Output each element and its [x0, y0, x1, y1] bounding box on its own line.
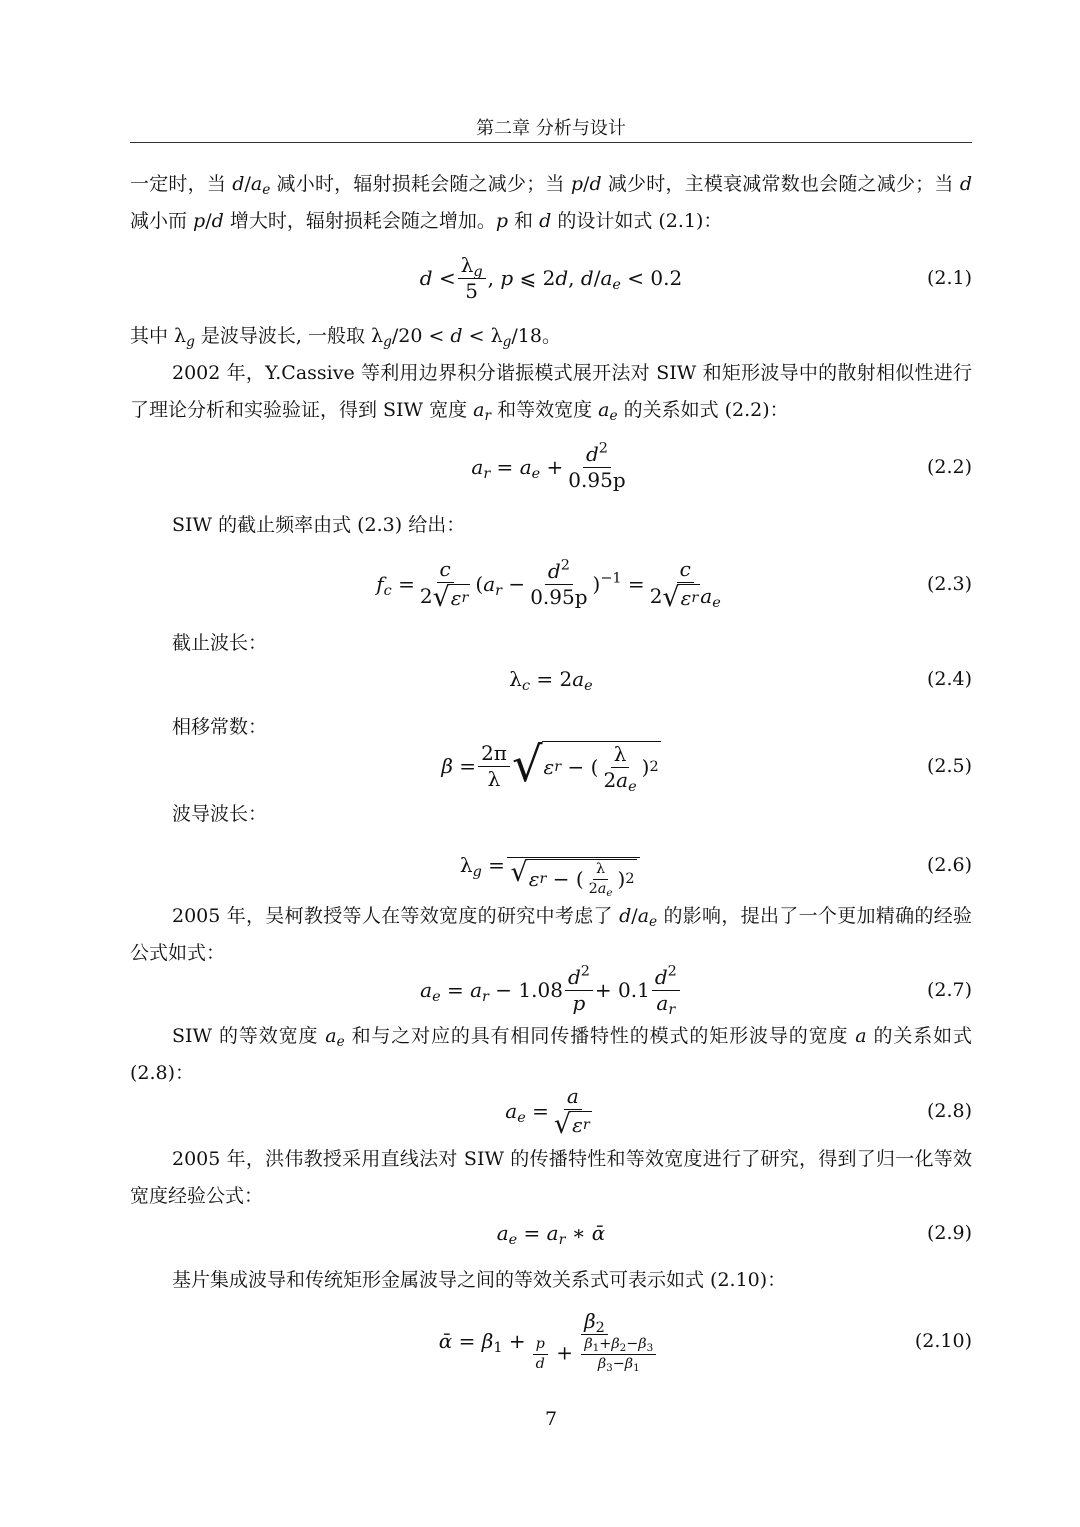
denominator: 0.95p — [530, 584, 588, 609]
coefficient: 1.08 — [518, 978, 563, 1002]
equation-2-6: $\lambda_g$ = √ ε r − ( $\frac{\lambda}{2a_e}$ ) 2 (2.6) — [130, 834, 972, 896]
text: 其中 — [130, 325, 175, 347]
paragraph-7: 波导波长： — [172, 803, 268, 825]
equation-2-1: d < $\frac{\lambda_g}{5}$ , p ⩽ 2d, $d/a_e < 0.2$ (2.1) — [419, 252, 972, 303]
paragraph-4: SIW 的截止频率由式 (2.3) 给出： — [172, 514, 466, 536]
equation-2-5: β = $\frac{2\pi}{\lambda}$ √ ε r − ( $\frac{\lambda}{2a_e}$ ) 2 (2.5) — [441, 736, 972, 795]
equation-number: (2.9) — [926, 1222, 972, 1244]
equation-2-7: $a_e = a_r - 1.08$ $\frac{d^2}{p}$ + 0.1 $\frac{d^2}{a_r}$ (2.7) — [420, 962, 972, 1018]
paragraph-10: 2005 年，洪伟教授采用直线法对 SIW 的传播特性和等效宽度进行了研究，得到了归一化等效宽度经验公式： — [130, 1148, 972, 1207]
text: 的关系如式 (2.8)： — [130, 1025, 972, 1084]
paragraph-6: 相移常数： — [172, 716, 268, 738]
equation-2-3: $f_c$ = c 2 √ ε r ($a_r$ − $\frac{d^2}{0.95p}$ )$^{-1}$ = c 2 √ ε r $a_e$ (2.3) — [376, 556, 972, 613]
text: 和 — [508, 210, 540, 232]
paragraph-11: 基片集成波导和传统矩形金属波导之间的等效关系式可表示如式 (2.10)： — [172, 1269, 787, 1291]
paragraph-8: 2005 年，吴柯教授等人在等效宽度的研究中考虑了 $d/a_e$ 的影响，提出了一个更加精确的经验公式如式： — [130, 905, 972, 964]
equation-2-10: ᾱ = $\beta_1$ + $\beta_2$ $\frac{p}{d}$ + $\frac{\beta_1+\beta_2-\beta_3}{\beta_3-\beta_1}$ (2.10) — [438, 1308, 972, 1374]
paragraph-9: SIW 的等效宽度 $a_e$ 和与之对应的具有相同传播特性的模式的矩形波导的宽度 a 的关系如式 (2.8)： — [130, 1025, 972, 1084]
running-header: 第二章 分析与设计 — [476, 118, 626, 139]
text: 的关系如式 (2.2)： — [617, 399, 789, 421]
text: 的设计如式 (2.1)： — [551, 210, 723, 232]
text: 。 — [541, 325, 561, 347]
text: 增大时，辐射损耗会随之增加。 — [223, 210, 496, 232]
equation-2-9: $a_e = a_r$ ∗ ᾱ (2.9) — [496, 1221, 972, 1249]
text: 2005 年，吴柯教授等人在等效宽度的研究中考虑了 — [172, 905, 620, 927]
text: SIW 的等效宽度 — [172, 1025, 326, 1047]
text: 减小而 — [130, 210, 194, 232]
text: 和等效宽度 — [491, 399, 599, 421]
text: 的影响，提出了一个更加精确的经验公式如式： — [130, 905, 972, 964]
equation-number: (2.5) — [926, 755, 972, 777]
text: 和与之对应的具有相同传播特性的模式的矩形波导的宽度 — [344, 1025, 856, 1047]
paragraph-1: 一定时，当 $d/a_e$ 减小时，辐射损耗会随之减少；当 p/d 减少时，主模衰减常数也会随之减少；当 d 减小而 p/d 增大时，辐射损耗会随之增加。p 和 d 的设计如式 (2.1)： — [130, 173, 972, 232]
paragraph-5: 截止波长： — [172, 632, 268, 654]
header-rule — [130, 142, 972, 143]
text: 是波导波长, 一般取 — [194, 325, 372, 347]
equation-2-4: $\lambda_c = 2a_e$ (2.4) — [509, 667, 972, 695]
equation-number: (2.7) — [926, 979, 972, 1001]
text: 2002 年，Y.Cassive 等利用边界积分谐振模式展开法对 SIW 和矩形波导中的散射相似性进行了理论分析和实验验证，得到 SIW 宽度 — [130, 362, 972, 421]
text: 减小时，辐射损耗会随之减少；当 — [270, 173, 571, 195]
paragraph-2: 其中 $\lambda_g$ 是波导波长, 一般取 $\lambda_g/20 < d < \lambda_g/18$。 — [130, 325, 561, 350]
text: 减少时，主模衰减常数也会随之减少；当 — [601, 173, 960, 195]
equation-number: (2.2) — [926, 456, 972, 478]
numerator: 2π — [478, 742, 510, 767]
denominator: 0.95p — [568, 467, 626, 492]
paragraph-3: 2002 年，Y.Cassive 等利用边界积分谐振模式展开法对 SIW 和矩形波导中的散射相似性进行了理论分析和实验验证，得到 SIW 宽度 $a_r$ 和等效宽度 $a_e$ 的关系如式 (2.2)： — [130, 362, 972, 424]
exponent: −1 — [600, 570, 622, 587]
text: 一定时，当 — [130, 173, 233, 195]
equation-number: (2.4) — [926, 668, 972, 690]
equation-number: (2.3) — [926, 573, 972, 595]
page-number: 7 — [544, 1408, 558, 1430]
coefficient: 0.1 — [618, 978, 650, 1002]
equation-2-8: $a_e$ = a √ ε r (2.8) — [505, 1083, 972, 1140]
equation-number: (2.1) — [926, 267, 972, 289]
equation-number: (2.6) — [926, 854, 972, 876]
equation-2-2: $a_r = a_e$ + $\frac{d^2}{0.95p}$ (2.2) — [471, 439, 972, 492]
equation-number: (2.8) — [926, 1100, 972, 1122]
equation-number: (2.10) — [914, 1330, 972, 1352]
